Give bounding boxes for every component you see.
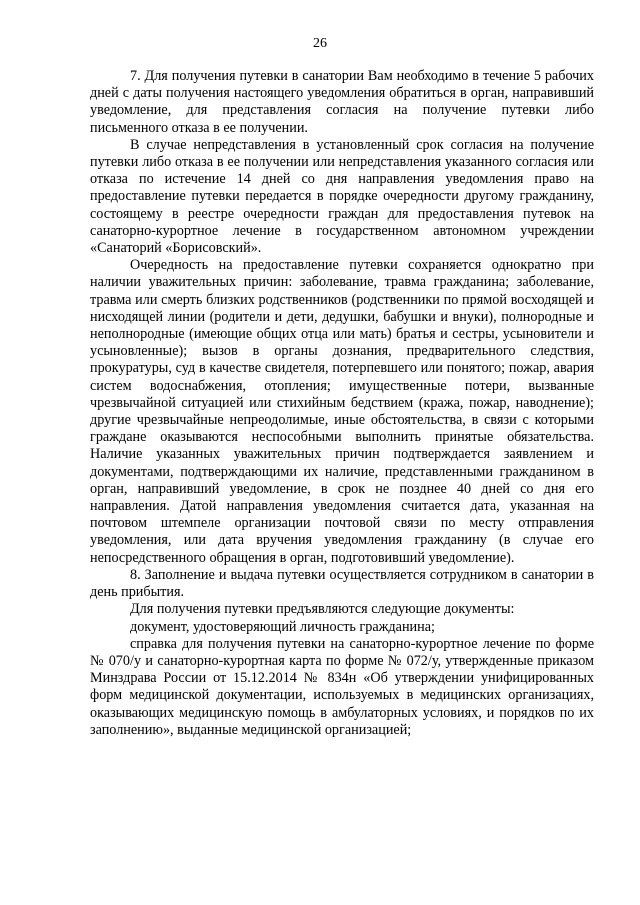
paragraph-8-issuance: 8. Заполнение и выдача путевки осуществляется сотрудником в санатории в день прибытия. <box>90 566 594 601</box>
paragraph-identity-document: документ, удостоверяющий личность гражданина; <box>130 618 435 635</box>
paragraph-7-deadline: 7. Для получения путевки в санатории Вам необходимо в течение 5 рабочих дней с даты получения настоящего уведомления обратиться в орган, направивший уведомление, для представления согласия на получение путевки либо письменного отказа в ее получении. <box>90 68 594 136</box>
page-number: 26 <box>313 36 327 51</box>
paragraph-non-submission: В случае непредставления в установленный срок согласия на получение путевки либо отказа в ее получении или непредставления указанного согласия или отказа по истечение 14 дней со дня направления уведомления право на предоставление путевки передается в порядке очередности другому гражданину, состоящему в реестре очередности граждан для предоставления путевок на санаторно-курортное лечение в государственном автономном учреждении «Санаторий «Борисовский». <box>90 136 594 257</box>
paragraph-documents-intro: Для получения путевки предъявляются следующие документы: <box>130 601 515 618</box>
paragraph-medical-certificate: справка для получения путевки на санаторно-курортное лечение по форме № 070/у и санаторно-курортная карта по форме № 072/у, утвержденные приказом Минздрава России от 15.12.2014 № 834н «Об утверждении унифицированных форм медицинской документации, используемых в медицинских организациях, оказывающих медицинскую помощь в амбулаторных условиях, и порядков по их заполнению», выданные медицинской организацией; <box>90 635 594 738</box>
paragraph-queue-retention: Очередность на предоставление путевки сохраняется однократно при наличии уважительных причин: заболевание, травма гражданина; заболевание, травма или смерть близких родственников (родственники по прямой восходящей и нисходящей линии (родители и дети, дедушки, бабушки и внуки), полнородные и неполнородные (имеющие общих отца или мать) братья и сестры, усыновители и усыновленные); вызов в органы дознания, предварительного следствия, прокуратуры, суд в качестве свидетеля, потерпевшего или понятого; пожар, авария систем водоснабжения, отопления; имущественные потери, вызванные чрезвычайной ситуацией или стихийным бедствием (кража, пожар, наводнение); другие чрезвычайные непреодолимые, иные обстоятельства, в связи с которыми граждане оказываются неспособными выполнить принятые обязательства. Наличие указанных уважительных причин подтверждается заявлением и документами, подтверждающими их наличие, представленными гражданином в орган, направивший уведомление, в срок не позднее 40 дней со дня его направления. Датой направления уведомления считается дата, указанная на почтовом штемпеле организации почтовой связи по месту отправления уведомления, или дата вручения уведомления гражданину (в случае его непосредственного обращения в орган, подготовивший уведомление). <box>90 257 594 566</box>
document-body <box>90 68 594 739</box>
